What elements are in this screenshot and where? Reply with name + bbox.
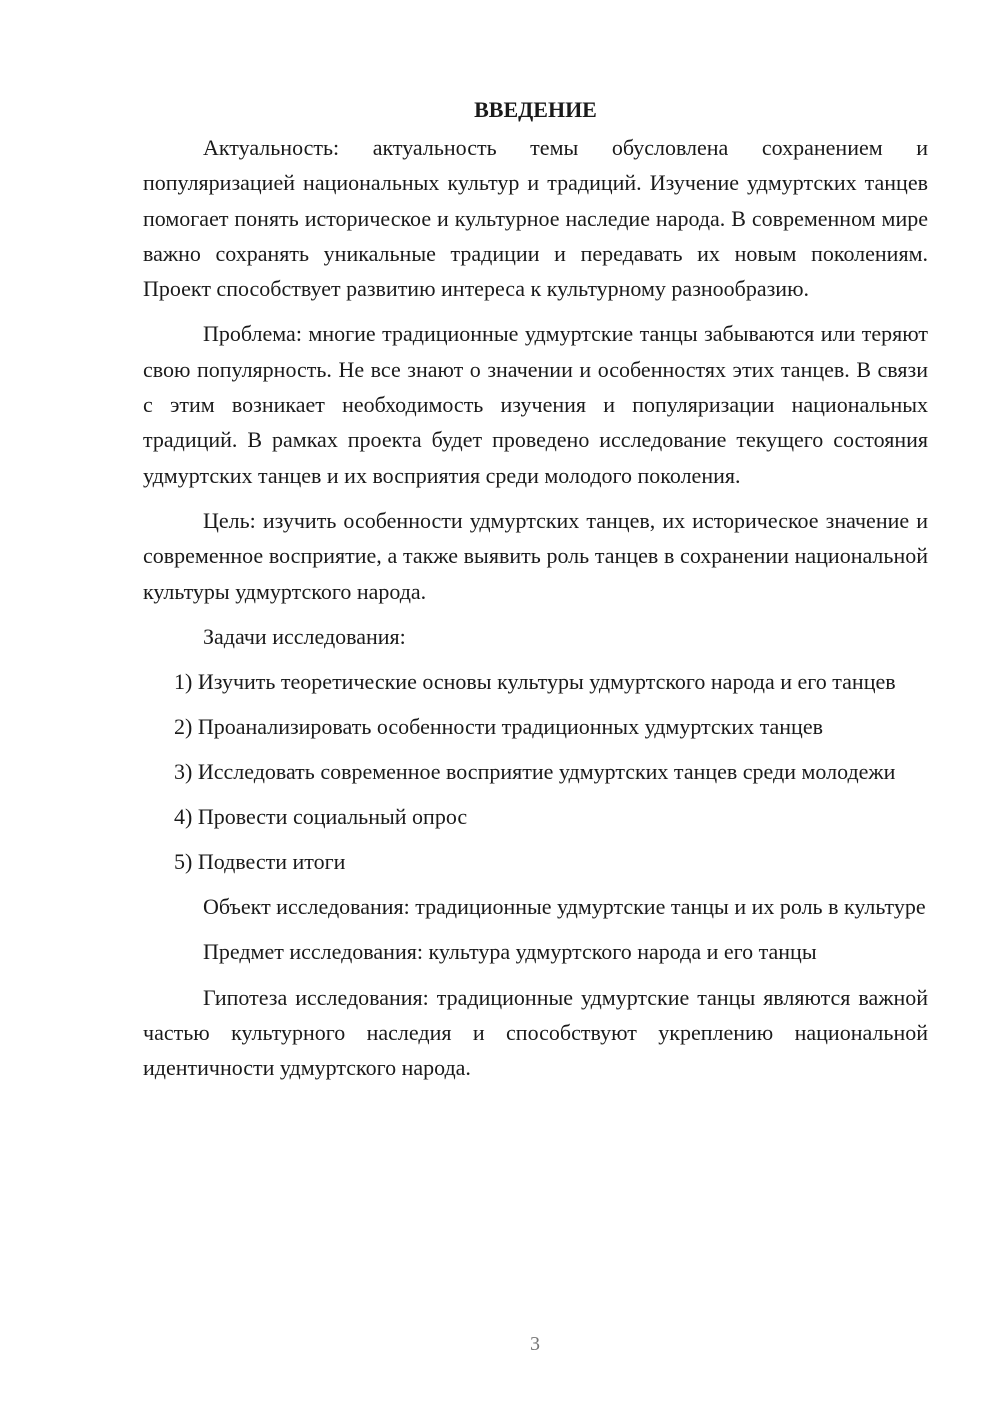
task-item: 4) Провести социальный опрос	[174, 804, 468, 830]
page-number: 3	[530, 1333, 540, 1355]
paragraph-subject: Предмет исследования: культура удмуртского народа и его танцы	[203, 939, 817, 965]
task-item: 5) Подвести итоги	[174, 849, 346, 875]
task-item: 1) Изучить теоретические основы культуры удмуртского народа и его танцев	[174, 669, 896, 695]
task-item: 2) Проанализировать особенности традиционных удмуртских танцев	[174, 714, 823, 740]
paragraph-hypothesis: Гипотеза исследования: традиционные удмуртские танцы являются важной частью культурного наследия и способствуют укреплению национальной идентичности удмуртского народа.	[143, 984, 928, 1081]
document-page	[143, 92, 928, 1096]
paragraph-object: Объект исследования: традиционные удмуртские танцы и их роль в культуре	[203, 894, 926, 920]
paragraph-problem: Проблема: многие традиционные удмуртские танцы забываются или теряют свою популярность. Не все знают о значении и особенностях этих танцев. В связи с этим возникает необходимость изучения и популяризации национальных традиций. В рамках проекта будет проведено исследование текущего состояния удмуртских танцев и их восприятия среди молодого поколения.	[143, 321, 928, 488]
paragraph-goal: Цель: изучить особенности удмуртских танцев, их историческое значение и современное восприятие, а также выявить роль танцев в сохранении национальной культуры удмуртского народа.	[143, 507, 928, 604]
task-item: 3) Исследовать современное восприятие удмуртских танцев среди молодежи	[174, 759, 896, 785]
section-title: ВВЕДЕНИЕ	[474, 97, 597, 122]
tasks-heading: Задачи исследования:	[203, 623, 406, 649]
paragraph-relevance: Актуальность: актуальность темы обусловлена сохранением и популяризацией национальных культур и традиций. Изучение удмуртских танцев помогает понять историческое и культурное наследие народа. В современном мире важно сохранять уникальные традиции и передавать их новым поколениям. Проект способствует развитию интереса к культурному разнообразию.	[143, 135, 928, 302]
